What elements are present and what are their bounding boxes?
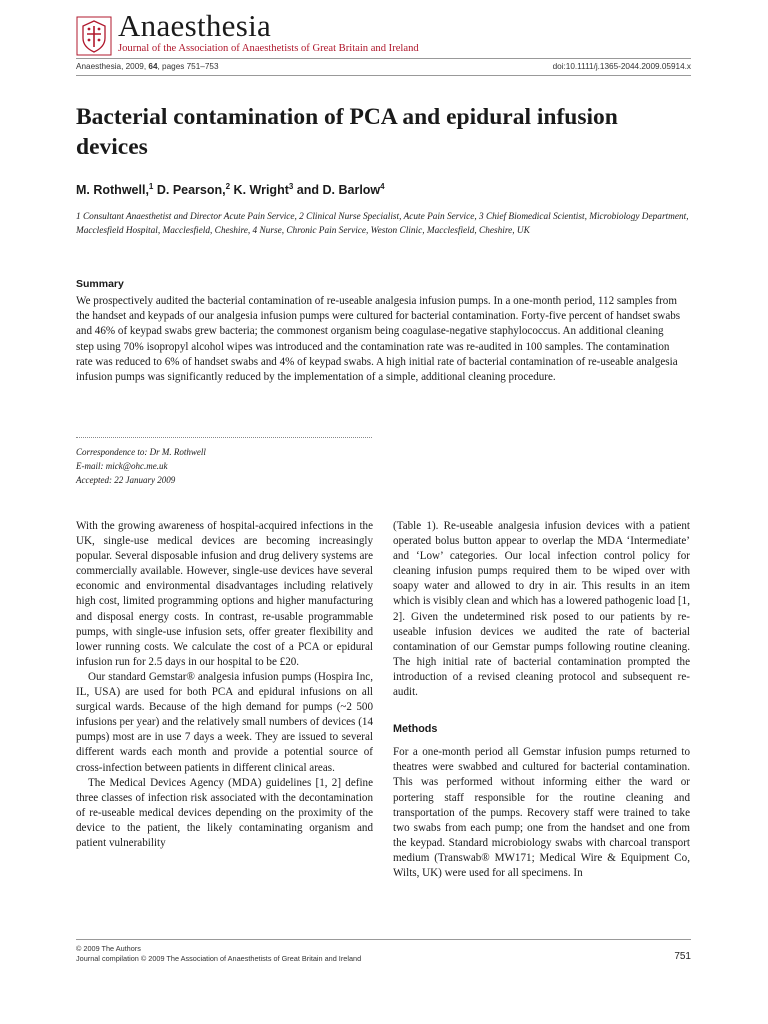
copyright-footer [76,944,361,964]
methods-heading: Methods [393,723,438,736]
association-crest-icon [76,16,112,56]
copyright-authors: © 2009 The Authors [76,944,141,953]
author-name: M. Rothwell, [76,183,149,198]
citation-prefix: Anaesthesia, 2009, [76,62,149,71]
copyright-compilation: Journal compilation © 2009 The Association of Anaesthetists of Great Britain and Ireland [76,954,362,963]
email-link[interactable]: E-mail: mick@ohc.me.uk [76,461,168,471]
page-number: 751 [674,951,691,962]
header-rule [76,58,691,59]
paragraph: Our standard Gemstar® analgesia infusion pumps (Hospira Inc, IL, USA) are used for both PCA and epidural infusions on all surgical wards. Because of the high demand for pumps (~2 500 infusions per year) and the relatively small numbers of devices (14 pumps) most are in use 7 days a week. They are issued to several different wards each month and provide a potential source of cross-infection between patients in different clinical areas. [76,670,373,774]
doi-link[interactable]: doi:10.1111/j.1365-2044.2009.05914.x [552,62,691,71]
correspondence-line: Correspondence to: Dr M. Rothwell [76,447,206,457]
author-affil-mark: 4 [380,182,385,191]
author-3 [230,183,293,197]
article-title: Bacterial contamination of PCA and epidural infusion devices [76,104,618,160]
summary-text: We prospectively audited the bacterial contamination of re-useable analgesia infusion pumps. In a one-month period, 112 samples from the handset and keypads of our analgesia infusion pumps were cultured for bacterial contamination. Forty-five percent of handset swabs and 46% of keypad swabs grew bacteria; the commonest organism being coagulase-negative staphylococcus. An additional cleaning step using 70% isopropyl alcohol wipes was introduced and the contamination rate was re-audited in 100 samples. The contamination rate was reduced to 6% of handset swabs and 4% of keypad swabs. A high initial rate of bacterial contamination of re-useable analgesia infusion pumps was significantly reduced by the implementation of a simple, additional cleaning procedure. [76,295,681,384]
author-list [76,182,691,197]
paragraph: (Table 1). Re-useable analgesia infusion devices with a patient operated bolus button appear to overlap the MDA ‘Intermediate’ and ‘Low’ categories. Our local infection control policy for cleaning infusion pumps required them to be wiped over with soapy water and allowed to dry in air. This results in an item which is visibly clean and which has a lowered pathogenic load [1, 2]. Given the undetermined risk posed to our patients by re-useable infusion devices we audited the rate of bacterial contamination of our Gemstar pumps following routine cleaning. The high initial rate of bacterial contamination prompted the introduction of a revised cleaning protocol and subsequent re-audit. [393,520,690,699]
journal-name: Anaesthesia [118,8,272,43]
correspondence-divider [76,437,372,438]
affiliations: 1 Consultant Anaesthetist and Director Acute Pain Service, 2 Clinical Nurse Specialist, Acute Pain Service, 3 Chief Biomedical Scientist, Microbiology Department, Macclesfield Hospital, Macclesfield, Cheshire, 4 Nurse, Chronic Pain Service, Weston Clinic, Macclesfield, Cheshire, UK [76,212,689,237]
author-name: and D. Barlow [293,183,381,198]
author-affil-mark: 2 [225,182,231,191]
paragraph: The Medical Devices Agency (MDA) guidelines [1, 2] define three classes of infection risk associated with the decontamination of re-useable medical devices depending on the proximity of the device to the patient, the likely contaminating organism and patient vulnerability [76,776,373,849]
citation-volume: 64 [148,62,158,71]
author-name: D. Pearson, [153,183,226,198]
paragraph: With the growing awareness of hospital-acquired infections in the UK, single-use medical devices are becoming increasingly popular. Several disposable infusion and drug delivery systems are commercially available. However, single-use devices have several economic and environmental disadvantages including relatively high cost, limited programming options and higher manufacturing and disposal energy costs. In contrast, re-usable programmable pumps, with single-use infusion sets, offer greater flexibility and lower running costs. We calculate the cost of a PCA or epidural infusion run for 2.5 days in our hospital to be £20. [76,520,373,668]
author-4 [293,183,384,197]
author-name: K. Wright [230,183,289,198]
author-affil-mark: 3 [288,182,294,191]
journal-subtitle: Journal of the Association of Anaesthetists of Great Britain and Ireland [118,43,419,54]
correspondence-block [76,445,376,487]
body-column-right [393,519,690,881]
accepted-date: Accepted: 22 January 2009 [76,475,176,485]
paragraph: For a one-month period all Gemstar infusion pumps returned to theatres were swabbed and cultured for bacterial contamination. This was performed without informing either the ward or portering staff responsible for the routine cleaning and transportation of the pumps. Recovery staff were trained to take two swabs from each pump; one from the handset and one from the keypad. Standard microbiology swabs with charcoal transport medium (Transwab® MW171; Medical Wire & Equipment Co, Wilts, UK) were used for all specimens. In [393,746,690,879]
journal-masthead [76,8,691,60]
citation-line [76,62,219,71]
author-affil-mark: 1 [148,182,154,191]
author-1 [76,183,153,197]
citation-rule [76,75,691,76]
footer-rule [76,939,691,940]
summary-heading: Summary [76,278,124,290]
author-2 [153,183,230,197]
body-column-left [76,519,373,851]
citation-pages: , pages 751–753 [157,62,219,71]
